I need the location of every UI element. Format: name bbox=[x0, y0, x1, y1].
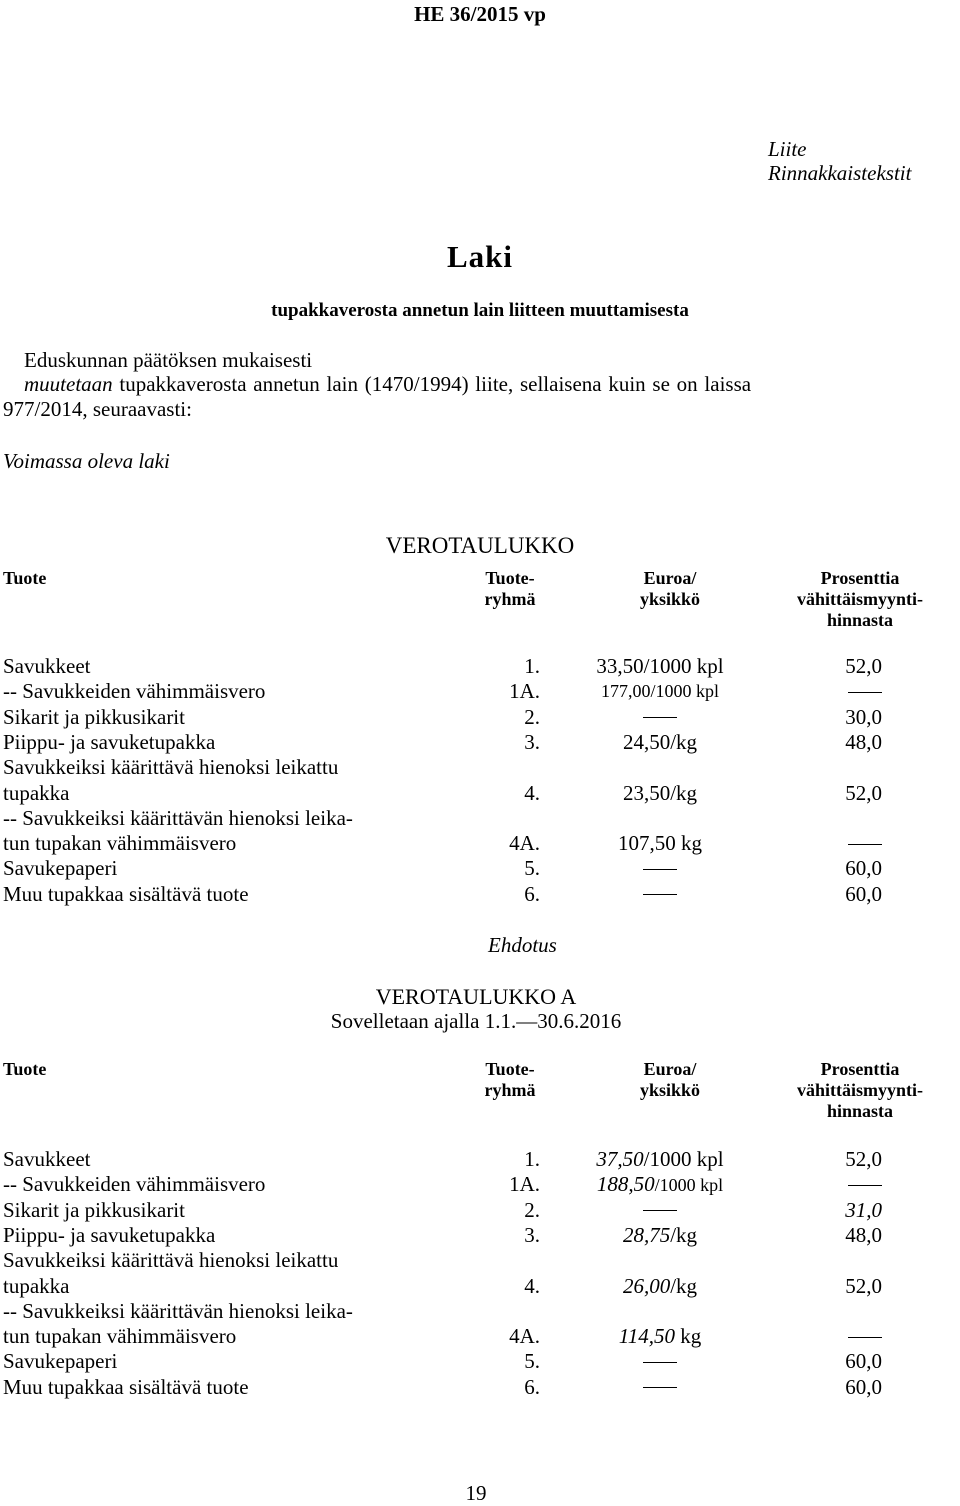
euro-amount: 26,00 bbox=[622, 1273, 671, 1298]
percent-of-retail: 60,0 bbox=[845, 881, 882, 906]
percent-of-retail: 52,0 bbox=[845, 780, 882, 805]
product-group: 4A. bbox=[509, 1324, 540, 1349]
product-name: Savukepaperi bbox=[3, 856, 118, 881]
euro-per-unit: 33,50/1000 kpl bbox=[596, 654, 724, 678]
table-row bbox=[0, 1324, 960, 1349]
percent-of-retail bbox=[780, 831, 882, 856]
euro-per-unit: 177,00/1000 kpl bbox=[600, 681, 719, 702]
table-row bbox=[0, 730, 960, 755]
law-title: Laki bbox=[446, 239, 514, 274]
product-group: 4. bbox=[524, 1273, 540, 1298]
table-row bbox=[0, 1172, 960, 1197]
proposal-table-title: VEROTAULUKKO A bbox=[375, 984, 577, 1009]
euro-per-unit bbox=[565, 882, 755, 907]
euro-per-unit bbox=[565, 1172, 755, 1198]
percent-of-retail: 48,0 bbox=[845, 1222, 882, 1247]
euro-per-unit bbox=[565, 705, 755, 730]
proposal-label: Ehdotus bbox=[488, 933, 557, 957]
euro-unit: /kg bbox=[670, 1273, 698, 1298]
product-name: Piippu- ja savuketupakka bbox=[3, 1222, 216, 1247]
euro-per-unit bbox=[565, 1223, 755, 1248]
product-group: 4A. bbox=[509, 831, 540, 856]
percent-of-retail: 48,0 bbox=[845, 729, 882, 754]
euro-per-unit bbox=[565, 856, 755, 881]
em-dash bbox=[848, 844, 882, 845]
euro-unit: kg bbox=[674, 1324, 702, 1349]
product-name: Sikarit ja pikkusikarit bbox=[3, 704, 185, 729]
product-name: Piippu- ja savuketupakka bbox=[3, 729, 216, 754]
em-dash bbox=[643, 869, 677, 870]
em-dash bbox=[848, 692, 882, 693]
euro-per-unit bbox=[565, 1147, 755, 1172]
col-header-product: Tuote bbox=[3, 1059, 47, 1079]
percent-of-retail bbox=[780, 679, 882, 704]
em-dash bbox=[643, 717, 677, 718]
table-row bbox=[0, 1274, 960, 1299]
percent-of-retail: 52,0 bbox=[845, 1273, 882, 1298]
table-row bbox=[0, 654, 960, 679]
product-group: 1A. bbox=[509, 1172, 540, 1197]
product-name: -- Savukkeiksi käärittävän hienoksi leika- bbox=[3, 805, 353, 830]
percent-of-retail: 30,0 bbox=[845, 704, 882, 729]
product-name: -- Savukkeiden vähimmäisvero bbox=[3, 1172, 266, 1197]
col-header-group: Tuote- ryhmä bbox=[484, 1059, 536, 1100]
euro-per-unit bbox=[565, 1274, 755, 1299]
product-group: 3. bbox=[524, 1222, 540, 1247]
euro-unit: /kg bbox=[670, 1222, 698, 1247]
euro-amount: 28,75 bbox=[622, 1222, 671, 1247]
euro-per-unit: 24,50/kg bbox=[622, 729, 698, 754]
product-name: -- Savukkeiden vähimmäisvero bbox=[3, 679, 266, 704]
em-dash bbox=[643, 894, 677, 895]
law-subtitle: tupakkaverosta annetun lain liitteen muuttamisesta bbox=[271, 300, 689, 321]
euro-per-unit bbox=[565, 1198, 755, 1223]
product-group: 2. bbox=[524, 1197, 540, 1222]
current-law-label: Voimassa oleva laki bbox=[3, 449, 170, 473]
table-row bbox=[0, 1349, 960, 1374]
product-name: Savukkeet bbox=[3, 654, 91, 678]
euro-amount: 114,50 bbox=[618, 1324, 675, 1349]
product-group: 1. bbox=[524, 654, 540, 678]
col-header-euro: Euroa/ yksikkö bbox=[639, 1059, 701, 1100]
euro-amount: 188,50 bbox=[596, 1172, 655, 1197]
intro-line-1: Eduskunnan päätöksen mukaisesti bbox=[24, 348, 313, 372]
product-name: tun tupakan vähimmäisvero bbox=[3, 831, 237, 856]
table-row bbox=[0, 705, 960, 730]
percent-of-retail bbox=[780, 1172, 882, 1197]
product-name: Muu tupakkaa sisältävä tuote bbox=[3, 881, 249, 906]
table-row bbox=[0, 882, 960, 907]
euro-unit: /1000 kpl bbox=[643, 1147, 724, 1171]
table-row bbox=[0, 831, 960, 856]
em-dash bbox=[643, 1362, 677, 1363]
col-header-euro: Euroa/ yksikkö bbox=[639, 568, 701, 609]
table-row bbox=[0, 856, 960, 881]
product-name: Savukkeiksi käärittävä hienoksi leikattu bbox=[3, 1248, 339, 1273]
product-name: -- Savukkeiksi käärittävän hienoksi leika- bbox=[3, 1298, 353, 1323]
euro-per-unit: 23,50/kg bbox=[622, 780, 698, 805]
table-row bbox=[0, 679, 960, 704]
percent-of-retail: 60,0 bbox=[845, 1349, 882, 1374]
euro-per-unit bbox=[565, 1349, 755, 1374]
product-group: 5. bbox=[524, 856, 540, 881]
col-header-group: Tuote- ryhmä bbox=[484, 568, 536, 609]
table-row bbox=[0, 781, 960, 806]
product-name: Savukepaperi bbox=[3, 1349, 118, 1374]
table-row bbox=[0, 1248, 960, 1273]
intro-line-2 bbox=[24, 372, 960, 397]
product-group: 6. bbox=[524, 881, 540, 906]
intro-text: tupakkaverosta annetun lain (1470/1994) liite, sellaisena kuin se on laissa bbox=[112, 372, 752, 396]
percent-of-retail: 31,0 bbox=[845, 1197, 882, 1222]
product-name: Muu tupakkaa sisältävä tuote bbox=[3, 1374, 249, 1399]
percent-of-retail: 60,0 bbox=[845, 856, 882, 881]
col-header-product: Tuote bbox=[3, 568, 47, 588]
document-id: HE 36/2015 vp bbox=[414, 2, 546, 26]
table-row bbox=[0, 806, 960, 831]
appendix-label: Liite bbox=[768, 137, 807, 161]
table-row bbox=[0, 1147, 960, 1172]
table-row bbox=[0, 1375, 960, 1400]
proposal-applies: Sovelletaan ajalla 1.1.—30.6.2016 bbox=[330, 1009, 622, 1033]
percent-of-retail: 52,0 bbox=[845, 654, 882, 678]
page-number: 19 bbox=[465, 1481, 487, 1505]
table-row bbox=[0, 1198, 960, 1223]
product-name: Sikarit ja pikkusikarit bbox=[3, 1197, 185, 1222]
em-dash bbox=[848, 1185, 882, 1186]
euro-per-unit bbox=[565, 1324, 755, 1349]
appendix-sublabel: Rinnakkaistekstit bbox=[768, 161, 912, 185]
percent-of-retail: 52,0 bbox=[845, 1147, 882, 1171]
product-name: Savukkeet bbox=[3, 1147, 91, 1171]
product-group: 1. bbox=[524, 1147, 540, 1171]
table-row bbox=[0, 1299, 960, 1324]
product-name: tupakka bbox=[3, 780, 70, 805]
em-dash bbox=[643, 1210, 677, 1211]
intro-line-3: 977/2014, seuraavasti: bbox=[3, 397, 192, 421]
product-name: tupakka bbox=[3, 1273, 70, 1298]
product-group: 6. bbox=[524, 1374, 540, 1399]
euro-unit: /1000 kpl bbox=[654, 1175, 724, 1196]
percent-of-retail: 60,0 bbox=[845, 1374, 882, 1399]
euro-per-unit: 107,50 kg bbox=[618, 831, 702, 856]
product-group: 4. bbox=[524, 780, 540, 805]
product-name: Savukkeiksi käärittävä hienoksi leikattu bbox=[3, 755, 339, 780]
col-header-percent: Prosenttia vähittäismyynti- hinnasta bbox=[797, 1059, 923, 1121]
product-group: 5. bbox=[524, 1349, 540, 1374]
intro-verb: muutetaan bbox=[24, 372, 113, 396]
col-header-percent: Prosenttia vähittäismyynti- hinnasta bbox=[797, 568, 923, 630]
percent-of-retail bbox=[780, 1324, 882, 1349]
euro-per-unit bbox=[565, 1375, 755, 1400]
em-dash bbox=[643, 1387, 677, 1388]
product-group: 2. bbox=[524, 704, 540, 729]
current-table-title: VEROTAULUKKO bbox=[385, 533, 575, 558]
table-row bbox=[0, 755, 960, 780]
product-group: 3. bbox=[524, 729, 540, 754]
table-row bbox=[0, 1223, 960, 1248]
product-name: tun tupakan vähimmäisvero bbox=[3, 1324, 237, 1349]
product-group: 1A. bbox=[509, 679, 540, 704]
em-dash bbox=[848, 1337, 882, 1338]
euro-amount: 37,50 bbox=[596, 1147, 644, 1171]
